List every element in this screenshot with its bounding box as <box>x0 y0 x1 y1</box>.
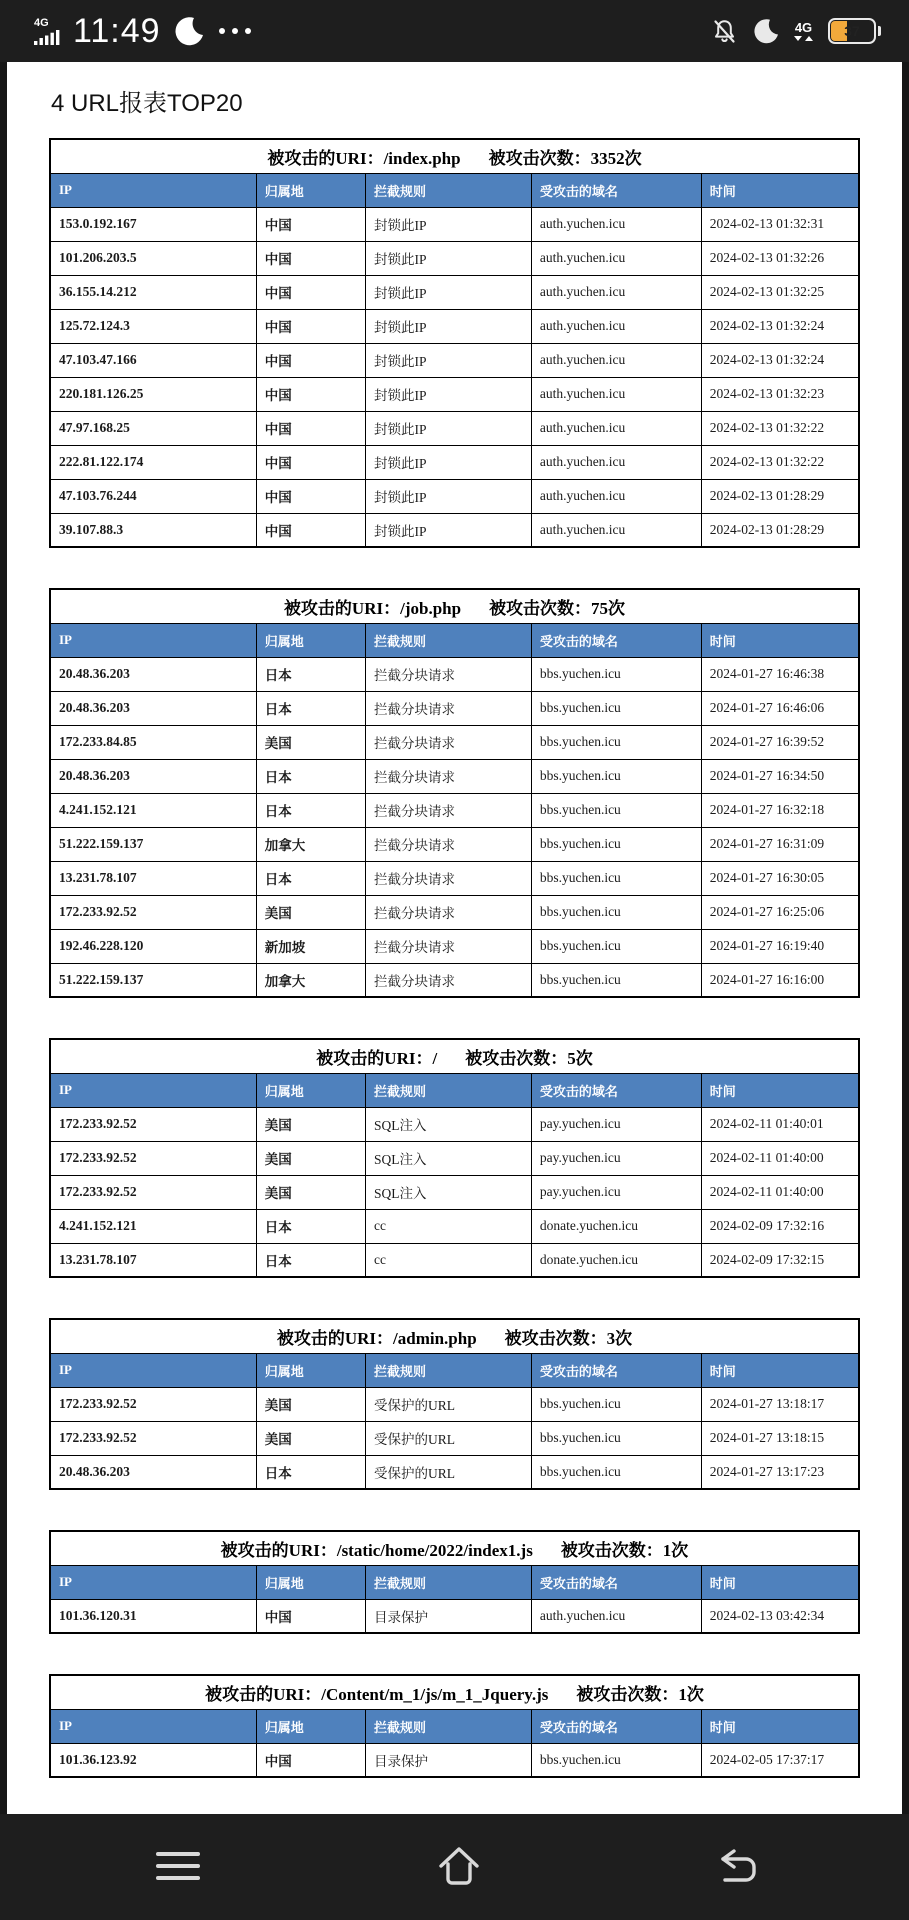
navigation-bar <box>0 1814 909 1920</box>
location-cell: 日本 <box>256 657 365 691</box>
domain-cell: bbs.yuchen.icu <box>531 759 701 793</box>
time-cell: 2024-01-27 16:39:52 <box>701 725 859 759</box>
location-cell: 日本 <box>256 861 365 895</box>
ip-cell: 51.222.159.137 <box>50 963 256 997</box>
table-header-row <box>50 623 859 657</box>
table-row <box>50 411 859 445</box>
location-cell: 日本 <box>256 1209 365 1243</box>
location-cell: 日本 <box>256 1455 365 1489</box>
rule-cell: 拦截分块请求 <box>365 861 531 895</box>
rule-cell: 拦截分块请求 <box>365 963 531 997</box>
domain-cell: auth.yuchen.icu <box>531 411 701 445</box>
domain-cell: auth.yuchen.icu <box>531 1599 701 1633</box>
table-header-row <box>50 1353 859 1387</box>
table-title <box>50 589 859 623</box>
ip-cell: 20.48.36.203 <box>50 691 256 725</box>
more-dots-icon <box>219 28 251 34</box>
time-cell: 2024-01-27 16:46:06 <box>701 691 859 725</box>
table-title-count: 被攻击次数：5次 <box>465 1048 593 1068</box>
domain-cell: pay.yuchen.icu <box>531 1141 701 1175</box>
do-not-disturb-moon-icon <box>753 18 779 44</box>
ip-cell: 51.222.159.137 <box>50 827 256 861</box>
domain-cell: bbs.yuchen.icu <box>531 929 701 963</box>
table-row <box>50 479 859 513</box>
column-header: 受攻击的域名 <box>531 1073 701 1107</box>
table-row <box>50 1599 859 1633</box>
column-header: 归属地 <box>256 1353 365 1387</box>
time-cell: 2024-02-13 01:28:29 <box>701 479 859 513</box>
ip-cell: 125.72.124.3 <box>50 309 256 343</box>
domain-cell: auth.yuchen.icu <box>531 445 701 479</box>
signal-bars-icon <box>34 30 60 45</box>
location-cell: 日本 <box>256 691 365 725</box>
hamburger-icon <box>155 1848 201 1884</box>
location-cell: 美国 <box>256 1387 365 1421</box>
column-header: 时间 <box>701 1353 859 1387</box>
battery-percent: 37 <box>844 23 860 39</box>
attack-report-table <box>49 1674 860 1778</box>
time-cell: 2024-01-27 16:32:18 <box>701 793 859 827</box>
column-header: IP <box>50 1073 256 1107</box>
rule-cell: 拦截分块请求 <box>365 929 531 963</box>
table-title-uri: 被攻击的URI：/Content/m_1/js/m_1_Jquery.js <box>205 1684 549 1704</box>
time-cell: 2024-02-11 01:40:00 <box>701 1141 859 1175</box>
ip-cell: 39.107.88.3 <box>50 513 256 547</box>
rule-cell: 拦截分块请求 <box>365 759 531 793</box>
attack-report-table <box>49 1318 860 1490</box>
table-title-count: 被攻击次数：3352次 <box>488 148 642 168</box>
table-row <box>50 793 859 827</box>
table-title <box>50 1675 859 1709</box>
rule-cell: 拦截分块请求 <box>365 725 531 759</box>
table-title <box>50 1039 859 1073</box>
ip-cell: 4.241.152.121 <box>50 793 256 827</box>
column-header: 拦截规则 <box>365 1353 531 1387</box>
table-title <box>50 1319 859 1353</box>
rule-cell: SQL注入 <box>365 1107 531 1141</box>
domain-cell: auth.yuchen.icu <box>531 513 701 547</box>
rule-cell: 封锁此IP <box>365 207 531 241</box>
column-header: 拦截规则 <box>365 1565 531 1599</box>
table-row <box>50 691 859 725</box>
table-title-uri: 被攻击的URI：/job.php <box>283 598 462 618</box>
location-cell: 美国 <box>256 1141 365 1175</box>
column-header: 受攻击的域名 <box>531 173 701 207</box>
time-cell: 2024-02-13 01:32:31 <box>701 207 859 241</box>
time-cell: 2024-02-13 01:32:26 <box>701 241 859 275</box>
menu-button[interactable] <box>155 1848 201 1887</box>
domain-cell: bbs.yuchen.icu <box>531 963 701 997</box>
rule-cell: 封锁此IP <box>365 241 531 275</box>
location-cell: 中国 <box>256 207 365 241</box>
domain-cell: auth.yuchen.icu <box>531 241 701 275</box>
time-cell: 2024-01-27 13:17:23 <box>701 1455 859 1489</box>
domain-cell: auth.yuchen.icu <box>531 207 701 241</box>
location-cell: 日本 <box>256 793 365 827</box>
location-cell: 中国 <box>256 479 365 513</box>
ip-cell: 13.231.78.107 <box>50 861 256 895</box>
ip-cell: 172.233.92.52 <box>50 1387 256 1421</box>
page-title: 4 URL报表TOP20 <box>51 90 243 117</box>
location-cell: 加拿大 <box>256 827 365 861</box>
table-row <box>50 1743 859 1777</box>
time-cell: 2024-02-13 01:32:25 <box>701 275 859 309</box>
location-cell: 加拿大 <box>256 963 365 997</box>
table-row <box>50 445 859 479</box>
location-cell: 中国 <box>256 343 365 377</box>
ip-cell: 47.97.168.25 <box>50 411 256 445</box>
column-header: IP <box>50 1353 256 1387</box>
table-row <box>50 759 859 793</box>
table-row <box>50 513 859 547</box>
location-cell: 日本 <box>256 1243 365 1277</box>
ip-cell: 192.46.228.120 <box>50 929 256 963</box>
table-row <box>50 241 859 275</box>
ip-cell: 222.81.122.174 <box>50 445 256 479</box>
rule-cell: cc <box>365 1243 531 1277</box>
domain-cell: donate.yuchen.icu <box>531 1209 701 1243</box>
ip-cell: 172.233.92.52 <box>50 1141 256 1175</box>
column-header: 时间 <box>701 173 859 207</box>
column-header: 归属地 <box>256 173 365 207</box>
time-cell: 2024-01-27 16:16:00 <box>701 963 859 997</box>
table-row <box>50 309 859 343</box>
rule-cell: 受保护的URL <box>365 1387 531 1421</box>
rule-cell: 拦截分块请求 <box>365 691 531 725</box>
time-cell: 2024-02-09 17:32:16 <box>701 1209 859 1243</box>
location-cell: 美国 <box>256 1175 365 1209</box>
rule-cell: 封锁此IP <box>365 309 531 343</box>
column-header: IP <box>50 1565 256 1599</box>
ip-cell: 101.206.203.5 <box>50 241 256 275</box>
table-row <box>50 343 859 377</box>
ip-cell: 20.48.36.203 <box>50 759 256 793</box>
domain-cell: bbs.yuchen.icu <box>531 1743 701 1777</box>
location-cell: 中国 <box>256 241 365 275</box>
table-title-uri: 被攻击的URI：/static/home/2022/index1.js <box>220 1540 533 1560</box>
table-title-count: 被攻击次数：1次 <box>560 1540 689 1560</box>
table-row <box>50 377 859 411</box>
location-cell: 中国 <box>256 1599 365 1633</box>
ip-cell: 20.48.36.203 <box>50 657 256 691</box>
column-header: 拦截规则 <box>365 1073 531 1107</box>
table-row <box>50 1209 859 1243</box>
time-cell: 2024-02-13 01:28:29 <box>701 513 859 547</box>
time-cell: 2024-02-13 01:32:24 <box>701 343 859 377</box>
domain-cell: bbs.yuchen.icu <box>531 793 701 827</box>
domain-cell: auth.yuchen.icu <box>531 377 701 411</box>
ip-cell: 172.233.92.52 <box>50 895 256 929</box>
rule-cell: 目录保护 <box>365 1599 531 1633</box>
table-row <box>50 1387 859 1421</box>
rule-cell: 受保护的URL <box>365 1455 531 1489</box>
ip-cell: 13.231.78.107 <box>50 1243 256 1277</box>
table-row <box>50 657 859 691</box>
table-row <box>50 1455 859 1489</box>
network-type-label: 4G <box>34 16 49 29</box>
table-title <box>50 139 859 173</box>
table-row <box>50 207 859 241</box>
rule-cell: 封锁此IP <box>365 411 531 445</box>
column-header: 时间 <box>701 1565 859 1599</box>
rule-cell: 拦截分块请求 <box>365 895 531 929</box>
ip-cell: 47.103.76.244 <box>50 479 256 513</box>
status-bar <box>0 0 909 62</box>
status-bar-right <box>711 18 881 45</box>
ip-cell: 172.233.92.52 <box>50 1107 256 1141</box>
rule-cell: 受保护的URL <box>365 1421 531 1455</box>
table-title-count: 被攻击次数：1次 <box>576 1684 704 1704</box>
table-row <box>50 895 859 929</box>
domain-cell: auth.yuchen.icu <box>531 343 701 377</box>
time-cell: 2024-02-13 01:32:22 <box>701 445 859 479</box>
attack-report-table <box>49 588 860 998</box>
ip-cell: 172.233.84.85 <box>50 725 256 759</box>
attack-report-table <box>49 1530 860 1634</box>
domain-cell: auth.yuchen.icu <box>531 479 701 513</box>
rule-cell: 目录保护 <box>365 1743 531 1777</box>
table-row <box>50 725 859 759</box>
column-header: 归属地 <box>256 1709 365 1743</box>
domain-cell: pay.yuchen.icu <box>531 1107 701 1141</box>
time-cell: 2024-02-11 01:40:01 <box>701 1107 859 1141</box>
back-arrow-icon <box>717 1848 759 1884</box>
battery-nub <box>878 26 881 36</box>
time-cell: 2024-01-27 16:30:05 <box>701 861 859 895</box>
ip-cell: 101.36.120.31 <box>50 1599 256 1633</box>
time-cell: 2024-01-27 13:18:17 <box>701 1387 859 1421</box>
table-title-uri: 被攻击的URI：/admin.php <box>276 1328 477 1348</box>
column-header: 拦截规则 <box>365 173 531 207</box>
table-header-row <box>50 1073 859 1107</box>
location-cell: 美国 <box>256 1421 365 1455</box>
home-button[interactable] <box>435 1845 483 1890</box>
table-row <box>50 1107 859 1141</box>
domain-cell: bbs.yuchen.icu <box>531 895 701 929</box>
ip-cell: 220.181.126.25 <box>50 377 256 411</box>
location-cell: 美国 <box>256 895 365 929</box>
column-header: 拦截规则 <box>365 623 531 657</box>
location-cell: 中国 <box>256 411 365 445</box>
table-title-count: 被攻击次数：3次 <box>504 1328 633 1348</box>
ip-cell: 4.241.152.121 <box>50 1209 256 1243</box>
table-title-count: 被攻击次数：75次 <box>489 598 626 618</box>
status-bar-left <box>34 12 251 51</box>
location-cell: 中国 <box>256 1743 365 1777</box>
table-header-row <box>50 1709 859 1743</box>
table-row <box>50 1243 859 1277</box>
notifications-off-icon <box>711 18 738 45</box>
rule-cell: 封锁此IP <box>365 479 531 513</box>
column-header: 归属地 <box>256 1073 365 1107</box>
table-row <box>50 1175 859 1209</box>
domain-cell: bbs.yuchen.icu <box>531 1455 701 1489</box>
table-row <box>50 275 859 309</box>
mobile-network-icon <box>794 21 813 41</box>
time-cell: 2024-01-27 16:25:06 <box>701 895 859 929</box>
rule-cell: 封锁此IP <box>365 377 531 411</box>
signal-strength-icon <box>34 18 60 45</box>
ip-cell: 172.233.92.52 <box>50 1175 256 1209</box>
column-header: 拦截规则 <box>365 1709 531 1743</box>
table-title <box>50 1531 859 1565</box>
location-cell: 美国 <box>256 1107 365 1141</box>
battery-indicator <box>828 18 881 44</box>
time-cell: 2024-01-27 13:18:15 <box>701 1421 859 1455</box>
rule-cell: 封锁此IP <box>365 275 531 309</box>
domain-cell: bbs.yuchen.icu <box>531 861 701 895</box>
document-page <box>7 62 902 1814</box>
ip-cell: 47.103.47.166 <box>50 343 256 377</box>
location-cell: 新加坡 <box>256 929 365 963</box>
time-cell: 2024-01-27 16:31:09 <box>701 827 859 861</box>
column-header: IP <box>50 623 256 657</box>
domain-cell: bbs.yuchen.icu <box>531 725 701 759</box>
rule-cell: 拦截分块请求 <box>365 793 531 827</box>
attack-report-table <box>49 1038 860 1278</box>
time-cell: 2024-02-13 01:32:22 <box>701 411 859 445</box>
domain-cell: donate.yuchen.icu <box>531 1243 701 1277</box>
time-cell: 2024-02-13 01:32:23 <box>701 377 859 411</box>
table-row <box>50 827 859 861</box>
location-cell: 美国 <box>256 725 365 759</box>
report-tables <box>49 138 860 1778</box>
battery-body <box>828 18 876 44</box>
rule-cell: 封锁此IP <box>365 343 531 377</box>
ip-cell: 101.36.123.92 <box>50 1743 256 1777</box>
domain-cell: auth.yuchen.icu <box>531 309 701 343</box>
column-header: 受攻击的域名 <box>531 1709 701 1743</box>
table-row <box>50 861 859 895</box>
table-title-uri: 被攻击的URI：/ <box>316 1048 438 1068</box>
time-cell: 2024-01-27 16:19:40 <box>701 929 859 963</box>
table-row <box>50 1421 859 1455</box>
rule-cell: 封锁此IP <box>365 513 531 547</box>
time-cell: 2024-02-13 03:42:34 <box>701 1599 859 1633</box>
rule-cell: SQL注入 <box>365 1141 531 1175</box>
data-arrows-icon <box>794 36 813 41</box>
status-time: 11:49 <box>73 11 161 50</box>
time-cell: 2024-02-09 17:32:15 <box>701 1243 859 1277</box>
column-header: IP <box>50 173 256 207</box>
ip-cell: 153.0.192.167 <box>50 207 256 241</box>
ip-cell: 172.233.92.52 <box>50 1421 256 1455</box>
rule-cell: SQL注入 <box>365 1175 531 1209</box>
rule-cell: 拦截分块请求 <box>365 657 531 691</box>
column-header: IP <box>50 1709 256 1743</box>
network-type-label-right: 4G <box>794 20 813 35</box>
location-cell: 日本 <box>256 759 365 793</box>
domain-cell: bbs.yuchen.icu <box>531 827 701 861</box>
location-cell: 中国 <box>256 445 365 479</box>
column-header: 时间 <box>701 1709 859 1743</box>
domain-cell: bbs.yuchen.icu <box>531 1387 701 1421</box>
table-header-row <box>50 1565 859 1599</box>
time-cell: 2024-02-05 17:37:17 <box>701 1743 859 1777</box>
column-header: 归属地 <box>256 1565 365 1599</box>
column-header: 受攻击的域名 <box>531 1565 701 1599</box>
ip-cell: 20.48.36.203 <box>50 1455 256 1489</box>
location-cell: 中国 <box>256 275 365 309</box>
home-icon <box>435 1845 483 1887</box>
domain-cell: bbs.yuchen.icu <box>531 691 701 725</box>
column-header: 时间 <box>701 1073 859 1107</box>
table-row <box>50 1141 859 1175</box>
location-cell: 中国 <box>256 309 365 343</box>
domain-cell: bbs.yuchen.icu <box>531 1421 701 1455</box>
rule-cell: cc <box>365 1209 531 1243</box>
time-cell: 2024-01-27 16:34:50 <box>701 759 859 793</box>
table-header-row <box>50 173 859 207</box>
rule-cell: 拦截分块请求 <box>365 827 531 861</box>
time-cell: 2024-01-27 16:46:38 <box>701 657 859 691</box>
location-cell: 中国 <box>256 377 365 411</box>
moon-icon <box>174 16 204 46</box>
table-title-uri: 被攻击的URI：/index.php <box>267 148 461 168</box>
domain-cell: auth.yuchen.icu <box>531 275 701 309</box>
domain-cell: pay.yuchen.icu <box>531 1175 701 1209</box>
column-header: 受攻击的域名 <box>531 623 701 657</box>
time-cell: 2024-02-13 01:32:24 <box>701 309 859 343</box>
table-row <box>50 963 859 997</box>
location-cell: 中国 <box>256 513 365 547</box>
column-header: 归属地 <box>256 623 365 657</box>
ip-cell: 36.155.14.212 <box>50 275 256 309</box>
column-header: 受攻击的域名 <box>531 1353 701 1387</box>
column-header: 时间 <box>701 623 859 657</box>
time-cell: 2024-02-11 01:40:00 <box>701 1175 859 1209</box>
table-row <box>50 929 859 963</box>
back-button[interactable] <box>717 1848 759 1887</box>
domain-cell: bbs.yuchen.icu <box>531 657 701 691</box>
attack-report-table <box>49 138 860 548</box>
rule-cell: 封锁此IP <box>365 445 531 479</box>
